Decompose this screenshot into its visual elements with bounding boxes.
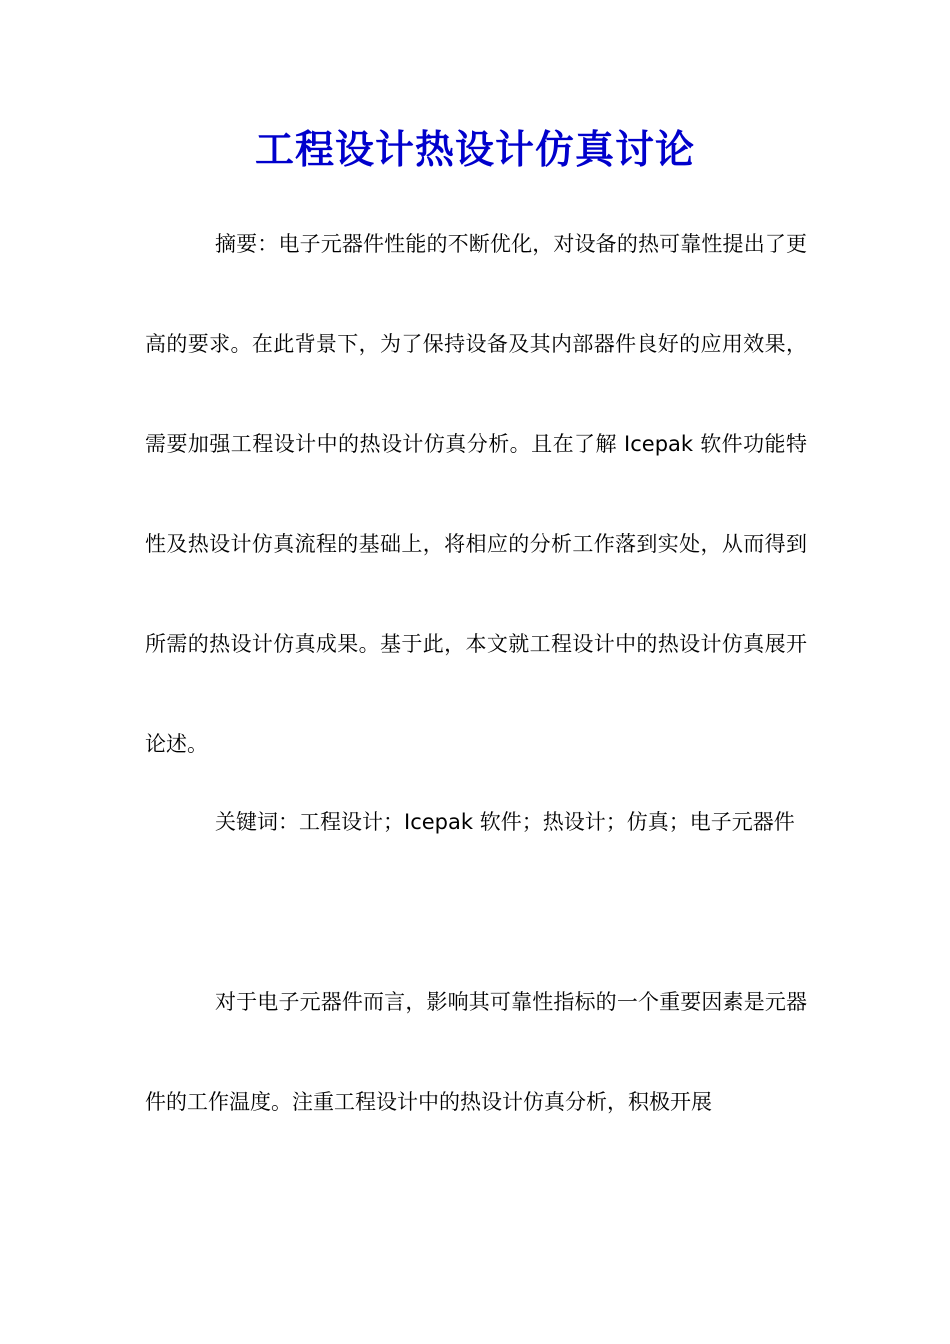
document-title: 工程设计热设计仿真讨论	[254, 127, 695, 173]
abstract-paragraph: 摘要：电子元器件性能的不断优化，对设备的热可靠性提出了更高的要求。在此背景下，为了保持设备及其内部器件良好的应用效果，需要加强工程设计中的热设计仿真分析。且在了解 Icepak 软件功能特性及热设计仿真流程的基础上，将相应的分析工作落到实处，从而得到所需的热设计仿真成果。基于此，本文就工程设计中的热设计仿真展开论述。	[145, 232, 807, 756]
keywords-paragraph: 关键词：工程设计；Icepak 软件；热设计；仿真；电子元器件	[215, 810, 795, 834]
intro-paragraph: 对于电子元器件而言，影响其可靠性指标的一个重要因素是元器件的工作温度。注重工程设计中的热设计仿真分析，积极开展	[145, 990, 807, 1114]
